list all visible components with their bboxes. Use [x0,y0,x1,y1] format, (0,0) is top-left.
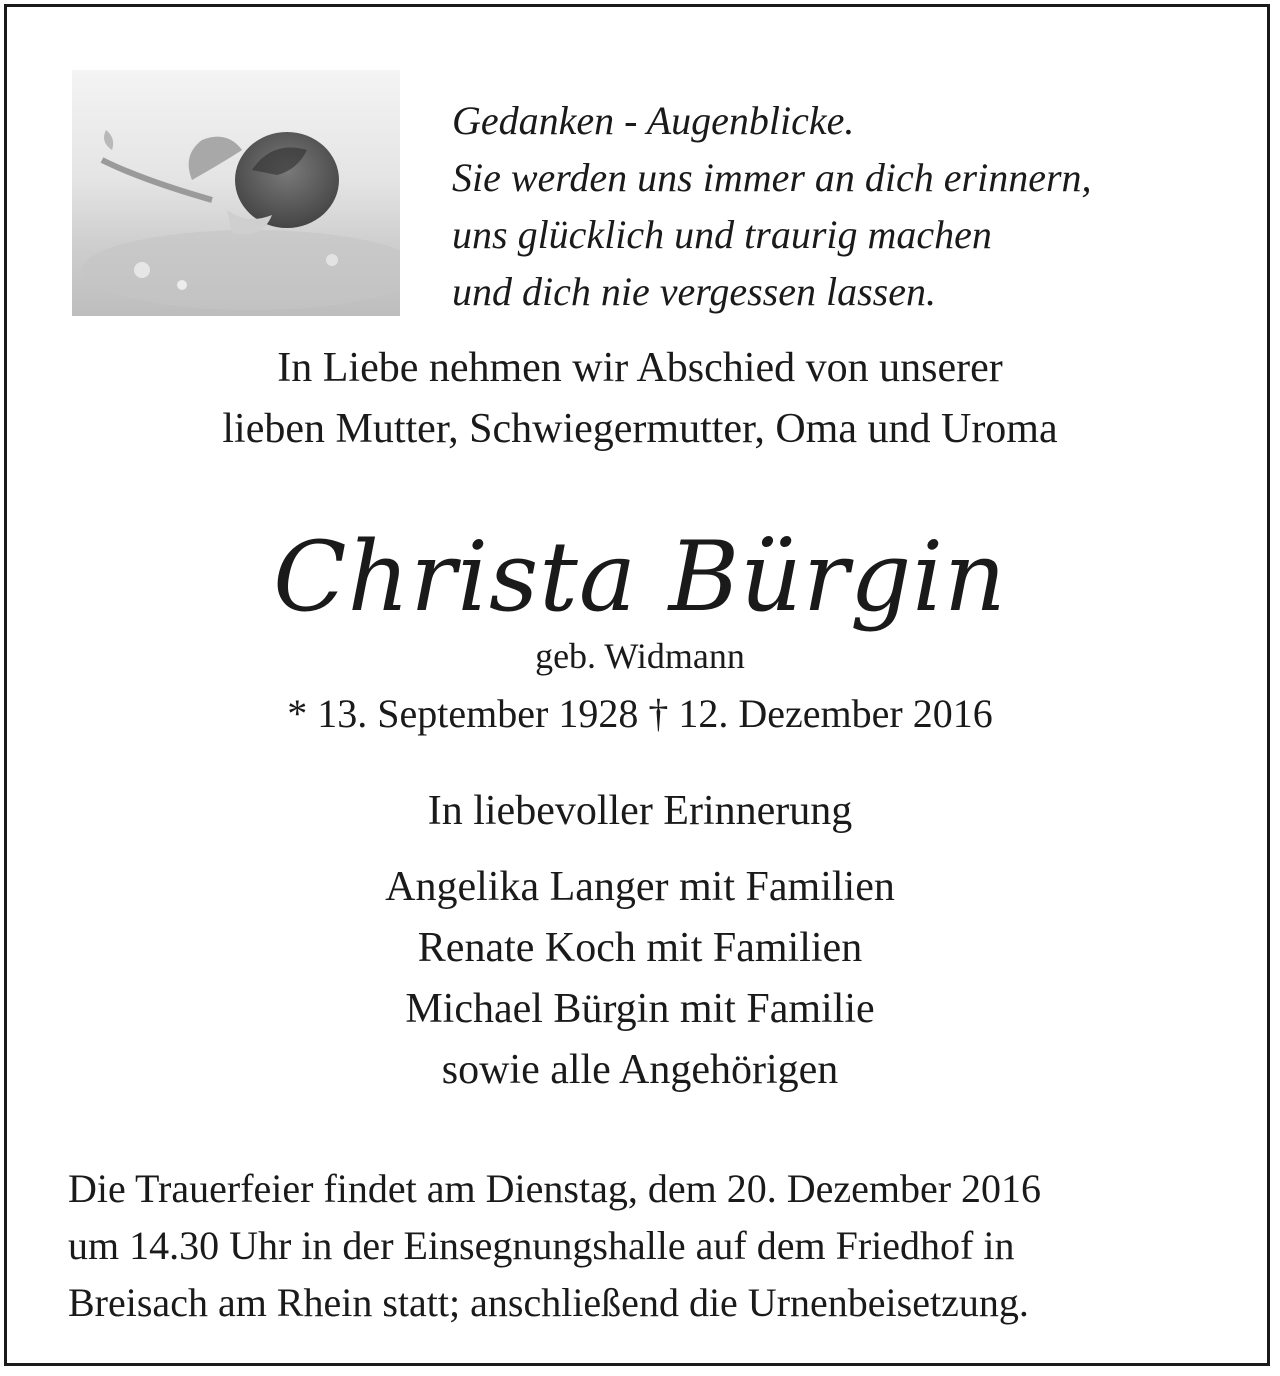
deceased-name: Christa Bürgin [273,521,1007,633]
mourner-line: Renate Koch mit Familien [417,925,863,971]
poem-line: uns glücklich und traurig machen [452,212,992,257]
mourner-line: sowie alle Angehörigen [441,1047,839,1093]
poem-line: Gedanken - Augenblicke. [452,98,855,143]
rose-photo [72,70,400,316]
poem-line: Sie werden uns immer an dich erinnern, [452,155,1092,200]
service-line: Die Trauerfeier findet am Dienstag, dem 20. Dezember 2016 [68,1166,1042,1211]
intro-line: In Liebe nehmen wir Abschied von unserer [277,345,1003,391]
rose-icon [72,70,400,316]
life-dates: * 13. September 1928 † 12. Dezember 2016 [287,691,993,736]
service-line: um 14.30 Uhr in der Einsegnungshalle auf dem Friedhof in [68,1223,1015,1268]
mourner-line: Michael Bürgin mit Familie [405,986,875,1032]
birth-name: geb. Widmann [535,636,745,676]
service-info [68,1160,1228,1331]
intro-text [0,338,1280,460]
mourners-list [0,857,1280,1101]
mourner-line: Angelika Langer mit Familien [385,864,895,910]
intro-line: lieben Mutter, Schwiegermutter, Oma und Uroma [222,406,1058,452]
service-line: Breisach am Rhein statt; anschließend die Urnenbeisetzung. [68,1280,1029,1325]
memory-heading: In liebevoller Erinnerung [427,788,853,834]
poem [452,92,1252,320]
poem-line: und dich nie vergessen lassen. [452,269,936,314]
